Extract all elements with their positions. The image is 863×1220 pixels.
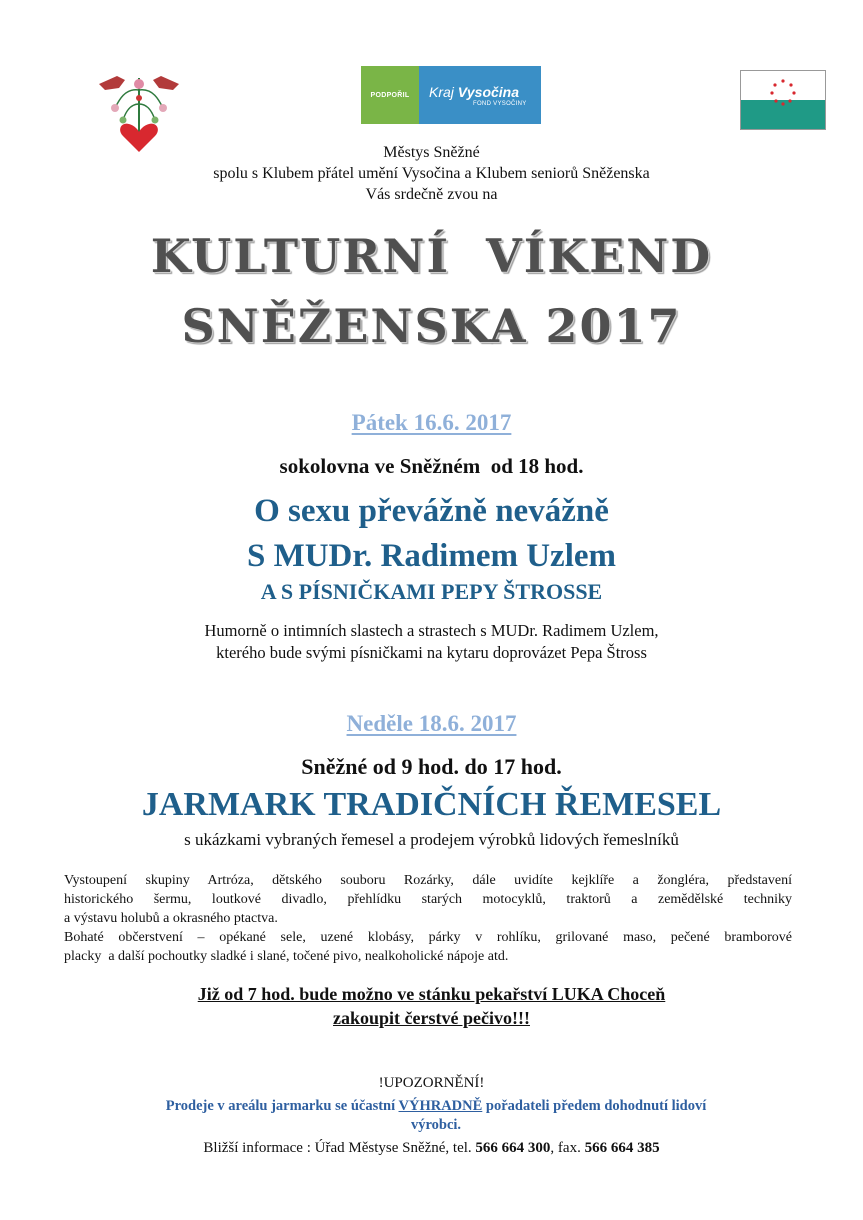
kraj-vysocina-logo bbox=[419, 66, 541, 124]
intro-line-1: Městys Sněžné bbox=[383, 144, 480, 161]
notice-text-before: Prodeje v areálu jarmarku se účastní bbox=[165, 1098, 399, 1114]
sponsor-logo bbox=[361, 66, 541, 124]
notice-line-2: výrobci. bbox=[410, 1117, 462, 1133]
friday-title-2: S MUDr. Radimem Uzlem bbox=[246, 538, 617, 574]
contact-prefix: Bližší informace : Úřad Městyse Sněžné, tel. bbox=[203, 1140, 476, 1156]
main-title-line-2: SNĚŽENSKA 2017 bbox=[181, 299, 682, 353]
sunday-subtitle: s ukázkami vybraných řemesel a prodejem výrobků lidových řemeslníků bbox=[184, 830, 679, 849]
sunday-date: Neděle 18.6. 2017 bbox=[346, 711, 517, 736]
program-line-3: a výstavu holubů a okrasného ptactva. bbox=[64, 911, 278, 926]
friday-desc-line-2: kterého bude svými písničkami na kytaru doprovázet Pepa Štross bbox=[216, 643, 647, 662]
friday-title-3: A S PÍSNIČKAMI PEPY ŠTROSSE bbox=[260, 579, 603, 604]
contact-tel: 566 664 300 bbox=[475, 1140, 551, 1156]
intro-line-2: spolu s Klubem přátel umění Vysočina a Klubem seniorů Sněženska bbox=[213, 165, 650, 182]
bakery-line-1: Již od 7 hod. bude možno ve stánku pekařství LUKA Choceň bbox=[197, 984, 666, 1004]
sponsor-label: PODPOŘIL bbox=[361, 66, 419, 124]
friday-venue: sokolovna ve Sněžném od 18 hod. bbox=[279, 454, 584, 478]
friday-description bbox=[0, 620, 863, 664]
contact-fax: 566 664 385 bbox=[584, 1140, 660, 1156]
bakery-line-2: zakoupit čerstvé pečivo!!! bbox=[333, 1008, 530, 1028]
bakery-note bbox=[0, 982, 863, 1030]
sponsor-region: Vysočina bbox=[457, 83, 520, 100]
municipal-flag-icon bbox=[740, 70, 826, 130]
sponsor-fund: FOND VYSOČINY bbox=[473, 100, 527, 107]
main-title-line-1: KULTURNÍ VÍKEND bbox=[150, 229, 713, 283]
sunday-program-paragraph bbox=[64, 871, 792, 928]
notice-emphasis: VÝHRADNĚ bbox=[398, 1098, 483, 1114]
program-line-2: historického šermu, loutkové divadlo, přehlídku starých motocyklů, traktorů a zemědělské techniky bbox=[64, 892, 792, 907]
program-line-1: Vystoupení skupiny Artróza, dětského souboru Rozárky, dále uvidíte kejklíře a žongléra, představení bbox=[64, 873, 792, 888]
friday-date: Pátek 16.6. 2017 bbox=[351, 410, 512, 435]
sunday-venue: Sněžné od 9 hod. do 17 hod. bbox=[301, 754, 562, 779]
notice-text bbox=[96, 1097, 776, 1135]
food-line-2: placky a další pochoutky sladké i slané, točené pivo, nealkoholické nápoje atd. bbox=[64, 949, 509, 964]
sunday-title: JARMARK TRADIČNÍCH ŘEMESEL bbox=[141, 786, 722, 823]
friday-title-1: O sexu převážně nevážně bbox=[254, 493, 609, 529]
notice-text-after: pořadateli předem dohodnutí lidoví bbox=[482, 1098, 707, 1114]
contact-mid: , fax. bbox=[550, 1140, 585, 1156]
sunday-food-paragraph bbox=[64, 928, 792, 966]
friday-desc-line-1: Humorně o intimních slastech a strastech s MUDr. Radimem Uzlem, bbox=[204, 621, 659, 640]
intro-line-3: Vás srdečně zvou na bbox=[365, 186, 498, 203]
sponsor-kraj: Kraj bbox=[429, 83, 454, 100]
food-line-1: Bohaté občerstvení – opékané sele, uzené klobásy, párky v rohlíku, grilované maso, pečené bramborové bbox=[64, 930, 792, 945]
intro-text bbox=[0, 142, 863, 205]
contact-info bbox=[0, 1140, 863, 1157]
notice-heading: !UPOZORNĚNÍ! bbox=[378, 1075, 485, 1091]
